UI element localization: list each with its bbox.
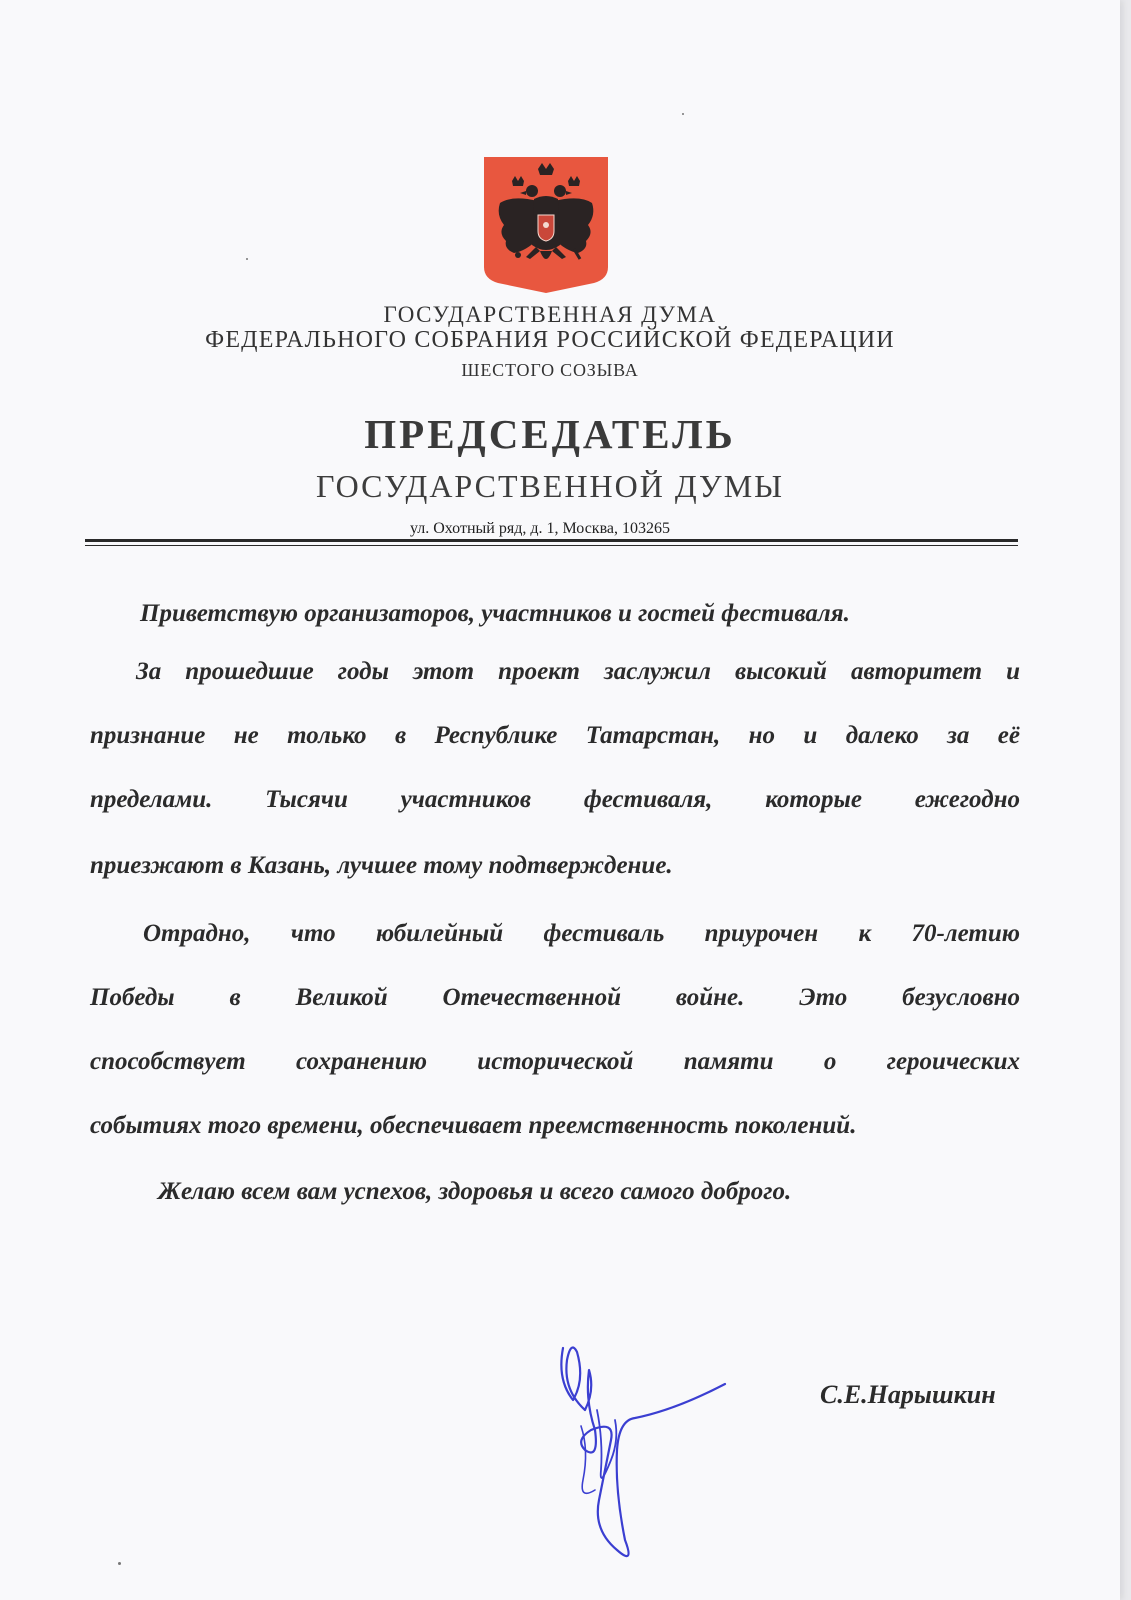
letterhead-title: ПРЕДСЕДАТЕЛЬ (364, 411, 736, 457)
letterhead-subtitle: ГОСУДАРСТВЕННОЙ ДУМЫ (315, 468, 785, 504)
org-convocation: ШЕСТОГО СОЗЫВА (461, 360, 639, 380)
org-name-line-1: ГОСУДАРСТВЕННАЯ ДУМА (383, 302, 717, 327)
paper-speck (246, 258, 248, 260)
coat-of-arms-emblem (482, 155, 610, 295)
letter-line: Отрадно, что юбилейный фестиваль приурочен к 70-летию (143, 920, 1020, 947)
letter-line: За прошедшие годы этот проект заслужил высокий авторитет и (136, 658, 1020, 685)
handwritten-signature (555, 1340, 745, 1570)
letter-line: способствует сохранению исторической памяти о героических (90, 1048, 1020, 1075)
header-rule-thin (85, 545, 1018, 546)
letter-line: событиях того времени, обеспечивает преемственность поколений. (90, 1112, 857, 1139)
letterhead-address: ул. Охотный ряд, д. 1, Москва, 103265 (409, 520, 671, 537)
signatory-name: С.Е.Нарышкин (820, 1380, 996, 1409)
letter-line: пределами. Тысячи участников фестиваля, которые ежегодно (90, 786, 1020, 813)
header-rule-thick (85, 539, 1018, 542)
letter-greeting: Приветствую организаторов, участников и гостей фестиваля. (140, 600, 850, 627)
org-name-line-2: ФЕДЕРАЛЬНОГО СОБРАНИЯ РОССИЙСКОЙ ФЕДЕРАЦИИ (205, 327, 895, 353)
letter-line: приезжают в Казань, лучшее тому подтверждение. (90, 852, 673, 879)
paper-speck (118, 1562, 121, 1565)
letter-closing: Желаю всем вам успехов, здоровья и всего самого доброго. (158, 1178, 792, 1205)
letter-line: Победы в Великой Отечественной войне. Это безусловно (90, 984, 1020, 1011)
letter-line: признание не только в Республике Татарстан, но и далеко за её (90, 722, 1020, 749)
paper-speck (682, 113, 684, 115)
